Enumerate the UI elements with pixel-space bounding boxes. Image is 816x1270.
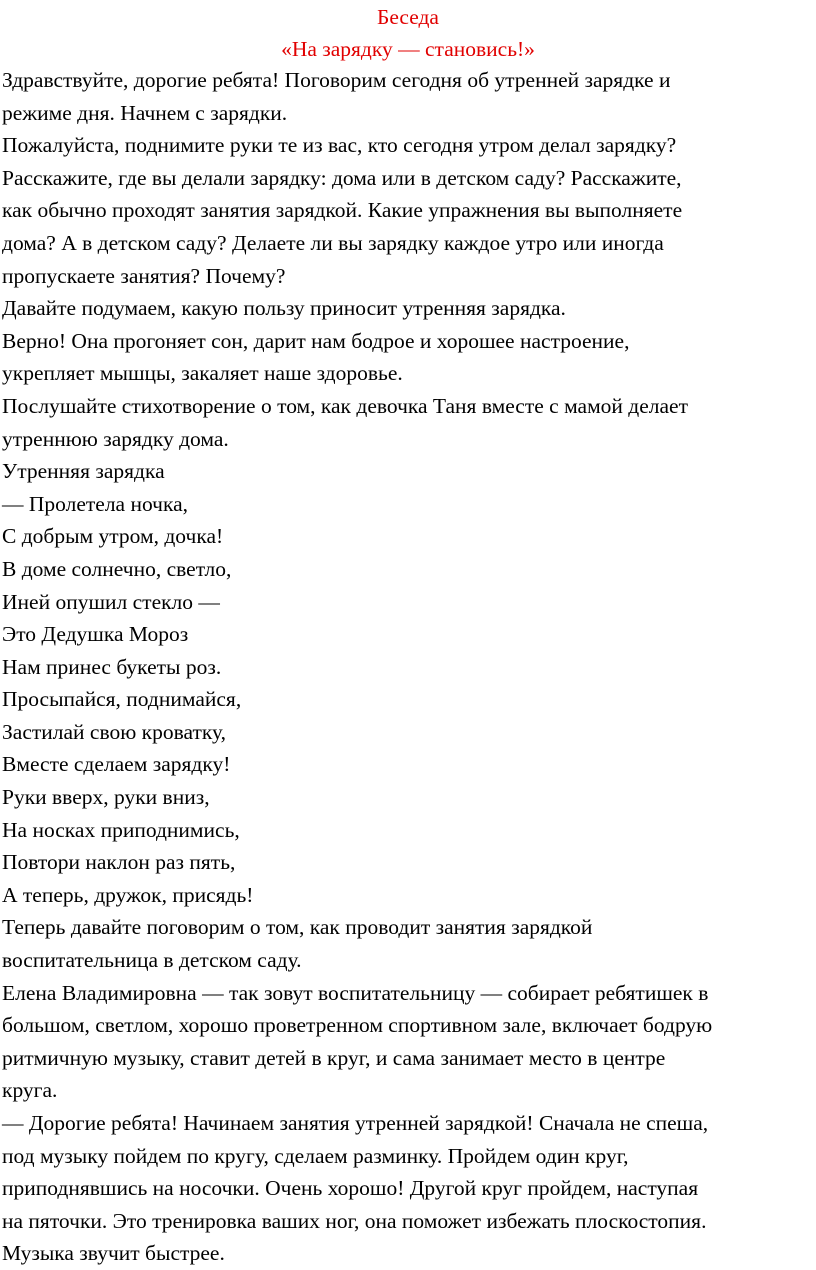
text-line: Давайте подумаем, какую пользу приносит утренняя зарядка. <box>2 296 566 321</box>
text-line: Верно! Она прогоняет сон, дарит нам бодрое и хорошее настроение, <box>2 328 630 353</box>
text-line: как обычно проходят занятия зарядкой. Какие упражнения вы выполняете <box>2 198 683 223</box>
text-line: Расскажите, где вы делали зарядку: дома или в детском саду? Расскажите, <box>2 165 682 190</box>
text-line: Пожалуйста, поднимите руки те из вас, кто сегодня утром делал зарядку? <box>2 133 677 158</box>
text-line: круга. <box>2 1078 58 1103</box>
text-line: — Пролетела ночка, <box>2 491 189 516</box>
text-line: А теперь, дружок, присядь! <box>2 882 254 907</box>
text-line: режиме дня. Начнем с зарядки. <box>2 100 288 125</box>
text-line: Послушайте стихотворение о том, как девочка Таня вместе с мамой делает <box>2 393 688 418</box>
text-line: приподнявшись на носочки. Очень хорошо! Другой круг пройдем, наступая <box>2 1176 699 1201</box>
document-title: Беседа <box>377 5 439 29</box>
text-line: Руки вверх, руки вниз, <box>2 785 210 810</box>
text-line: Нам принес букеты роз. <box>2 654 222 679</box>
text-line: Застилай свою кроватку, <box>2 719 226 744</box>
text-line: Музыка звучит быстрее. <box>2 1241 225 1266</box>
text-line: Вместе сделаем зарядку! <box>2 752 231 777</box>
text-line: — Дорогие ребята! Начинаем занятия утренней зарядкой! Сначала не спеша, <box>2 1111 709 1135</box>
text-line: Утренняя зарядка <box>2 459 165 484</box>
document-body <box>2 64 814 1270</box>
text-line: под музыку пойдем по кругу, сделаем разминку. Пройдем один круг, <box>2 1143 629 1168</box>
text-line: Повтори наклон раз пять, <box>2 850 236 875</box>
text-line: утреннюю зарядку дома. <box>2 426 229 451</box>
text-line: дома? А в детском саду? Делаете ли вы зарядку каждое утро или иногда <box>2 230 664 255</box>
text-line: Теперь давайте поговорим о том, как проводит занятия зарядкой <box>2 915 593 940</box>
text-line: укрепляет мышцы, закаляет наше здоровье. <box>2 361 403 386</box>
text-line: Просыпайся, поднимайся, <box>2 687 242 712</box>
text-line: Елена Владимировна — так зовут воспитательницу — собирает ребятишек в <box>2 980 709 1005</box>
text-line: С добрым утром, дочка! <box>2 524 224 549</box>
text-line: В доме солнечно, светло, <box>2 556 232 581</box>
text-line: Иней опушил стекло — <box>2 589 220 614</box>
text-line: Здравствуйте, дорогие ребята! Поговорим сегодня об утренней зарядке и <box>2 68 671 92</box>
text-line: большом, светлом, хорошо проветренном спортивном зале, включает бодрую <box>2 1013 713 1038</box>
text-line: На носках приподнимись, <box>2 817 240 842</box>
text-line: Это Дедушка Мороз <box>2 622 189 647</box>
document-subtitle: «На зарядку — становись!» <box>281 37 535 61</box>
text-line: на пяточки. Это тренировка ваших ног, она поможет избежать плоскостопия. <box>2 1208 707 1233</box>
text-line: ритмичную музыку, ставит детей в круг, и сама занимает место в центре <box>2 1045 666 1070</box>
text-line: воспитательница в детском саду. <box>2 948 302 973</box>
text-line: пропускаете занятия? Почему? <box>2 263 286 288</box>
